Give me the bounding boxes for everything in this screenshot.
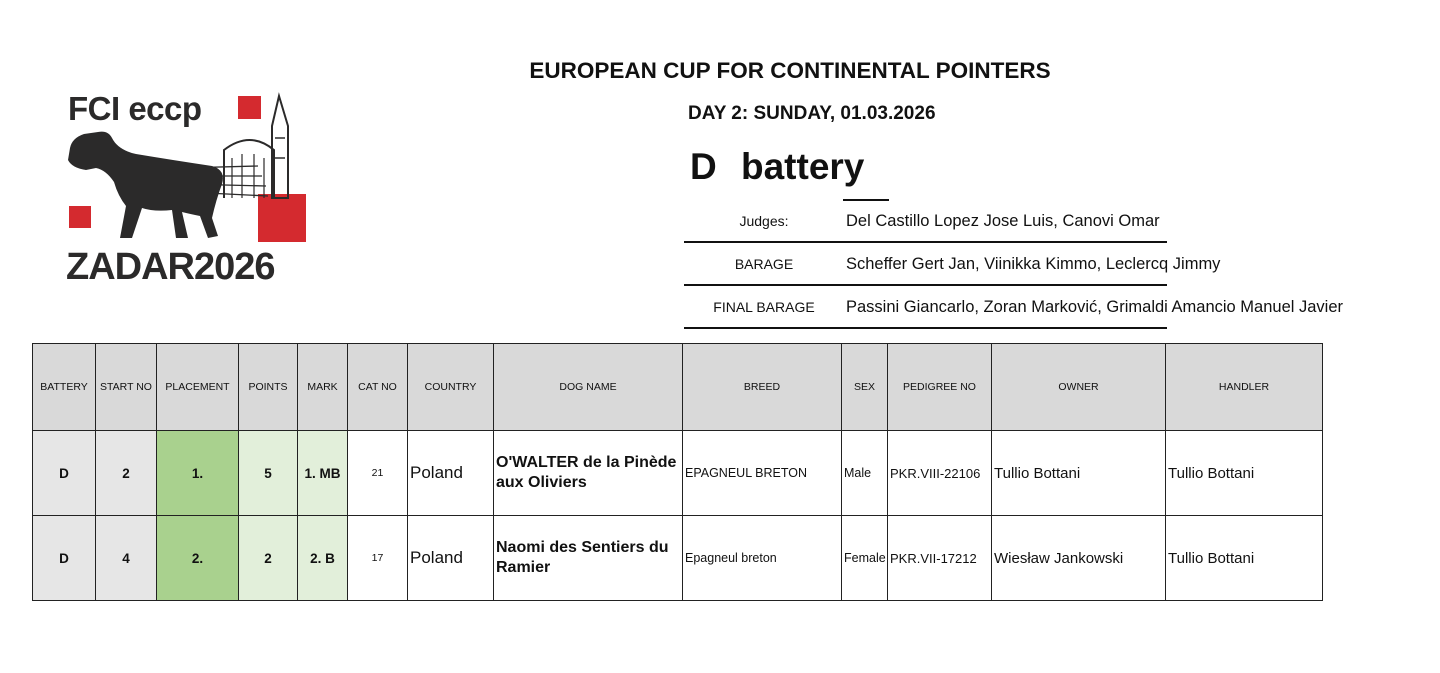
cell-points: 2 (239, 516, 298, 601)
results-table (32, 343, 1323, 601)
cell-breed: EPAGNEUL BRETON (683, 431, 842, 516)
judges-row (684, 200, 1167, 242)
cell-breed: Epagneul breton (683, 516, 842, 601)
judges-label: Judges: (739, 213, 789, 229)
logo-event-text: ZADAR2026 (66, 246, 275, 288)
col-dog-name: DOG NAME (494, 344, 683, 431)
judges-value: Del Castillo Lopez Jose Luis, Canovi Omar (846, 212, 1160, 230)
col-sex: SEX (842, 344, 888, 431)
cell-dog-name: Naomi des Sentiers du Ramier (494, 516, 683, 601)
cell-pedigree-no: PKR.VII-17212 (888, 516, 992, 601)
cell-placement: 1. (157, 431, 239, 516)
cell-mark: 1. MB (298, 431, 348, 516)
cell-dog-name: O'WALTER de la Pinède aux Oliviers (494, 431, 683, 516)
cell-mark: 2. B (298, 516, 348, 601)
divider (684, 327, 1167, 329)
col-mark: MARK (298, 344, 348, 431)
table-row (33, 516, 1323, 601)
cell-battery: D (33, 431, 96, 516)
cell-cat-no: 21 (348, 431, 408, 516)
battery-heading: battery (741, 146, 865, 187)
barage-row (684, 243, 1221, 285)
cell-battery: D (33, 516, 96, 601)
event-logo (62, 88, 312, 293)
cell-country: Poland (408, 431, 494, 516)
cell-sex: Female (842, 516, 888, 601)
cell-placement: 2. (157, 516, 239, 601)
col-placement: PLACEMENT (157, 344, 239, 431)
cell-sex: Male (842, 431, 888, 516)
final-barage-value: Passini Giancarlo, Zoran Marković, Grimaldi Amancio Manuel Javier (846, 298, 1344, 316)
battery-letter: D (690, 146, 717, 187)
cell-start-no: 2 (96, 431, 157, 516)
table-row (33, 431, 1323, 516)
col-country: COUNTRY (408, 344, 494, 431)
day-subtitle: DAY 2: SUNDAY, 01.03.2026 (688, 103, 936, 124)
cell-points: 5 (239, 431, 298, 516)
barage-value: Scheffer Gert Jan, Viinikka Kimmo, Leclercq Jimmy (846, 255, 1221, 273)
col-breed: BREED (683, 344, 842, 431)
page-title: EUROPEAN CUP FOR CONTINENTAL POINTERS (529, 58, 1051, 83)
cell-cat-no: 17 (348, 516, 408, 601)
cell-owner: Tullio Bottani (992, 431, 1166, 516)
col-handler: HANDLER (1166, 344, 1323, 431)
cell-owner: Wiesław Jankowski (992, 516, 1166, 601)
col-start-no: START NO (96, 344, 157, 431)
cell-handler: Tullio Bottani (1166, 516, 1323, 601)
cell-handler: Tullio Bottani (1166, 431, 1323, 516)
table-header-row (33, 344, 1323, 431)
final-barage-label: FINAL BARAGE (713, 299, 815, 315)
cell-pedigree-no: PKR.VIII-22106 (888, 431, 992, 516)
col-points: POINTS (239, 344, 298, 431)
logo-brand-text: FCI eccp (68, 90, 202, 127)
cell-country: Poland (408, 516, 494, 601)
col-cat-no: CAT NO (348, 344, 408, 431)
barage-label: BARAGE (734, 256, 794, 272)
cell-start-no: 4 (96, 516, 157, 601)
col-pedigree-no: PEDIGREE NO (888, 344, 992, 431)
col-owner: OWNER (992, 344, 1166, 431)
final-barage-row (684, 286, 1344, 328)
col-battery: BATTERY (33, 344, 96, 431)
